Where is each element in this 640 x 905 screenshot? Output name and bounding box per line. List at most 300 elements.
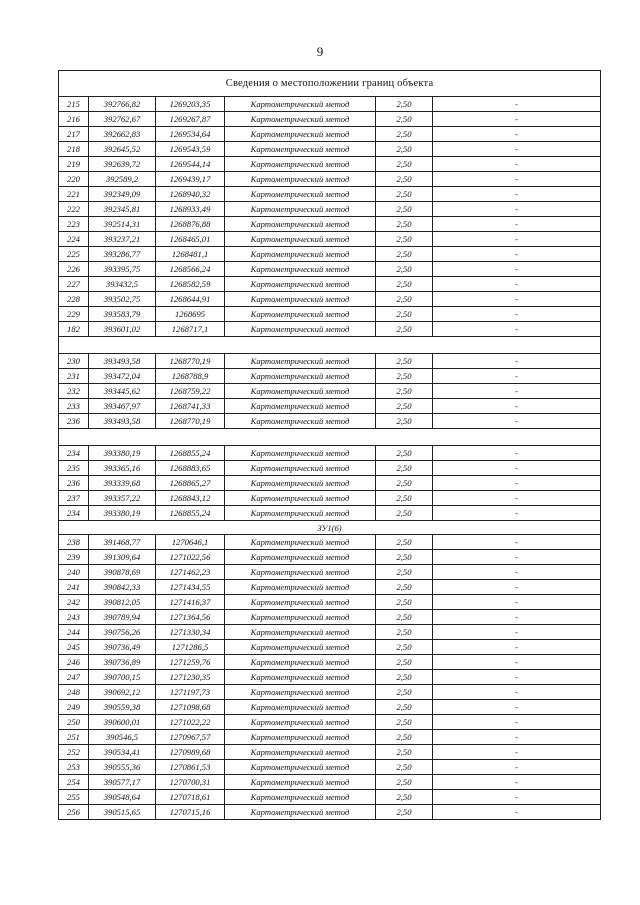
point-number-cell: 234 bbox=[59, 506, 89, 521]
table-row bbox=[59, 745, 601, 760]
accuracy-cell: 2,50 bbox=[376, 292, 433, 307]
table-row bbox=[59, 805, 601, 820]
method-cell: Картометрический метод bbox=[225, 354, 376, 369]
method-cell: Картометрический метод bbox=[225, 172, 376, 187]
point-number-cell: 256 bbox=[59, 805, 89, 820]
y-coordinate-cell: 1270989,68 bbox=[156, 745, 225, 760]
description-cell: - bbox=[433, 610, 601, 625]
accuracy-cell: 2,50 bbox=[376, 369, 433, 384]
y-coordinate-cell: 1268788,9 bbox=[156, 369, 225, 384]
point-number-cell: 249 bbox=[59, 700, 89, 715]
x-coordinate-cell: 393365,16 bbox=[89, 461, 156, 476]
method-cell: Картометрический метод bbox=[225, 262, 376, 277]
table-row bbox=[59, 292, 601, 307]
method-cell: Картометрический метод bbox=[225, 461, 376, 476]
accuracy-cell: 2,50 bbox=[376, 476, 433, 491]
x-coordinate-cell: 393395,75 bbox=[89, 262, 156, 277]
table-row bbox=[59, 446, 601, 461]
x-coordinate-cell: 390756,26 bbox=[89, 625, 156, 640]
accuracy-cell: 2,50 bbox=[376, 172, 433, 187]
description-cell: - bbox=[433, 506, 601, 521]
description-cell: - bbox=[433, 446, 601, 461]
table-row bbox=[59, 535, 601, 550]
method-cell: Картометрический метод bbox=[225, 670, 376, 685]
y-coordinate-cell: 1269534,64 bbox=[156, 127, 225, 142]
y-coordinate-cell: 1268940,32 bbox=[156, 187, 225, 202]
method-cell: Картометрический метод bbox=[225, 790, 376, 805]
method-cell: Картометрический метод bbox=[225, 399, 376, 414]
y-coordinate-cell: 1269203,35 bbox=[156, 97, 225, 112]
y-coordinate-cell: 1271230,35 bbox=[156, 670, 225, 685]
section-label bbox=[59, 337, 601, 354]
y-coordinate-cell: 1271330,34 bbox=[156, 625, 225, 640]
point-number-cell: 246 bbox=[59, 655, 89, 670]
y-coordinate-cell: 1268644,91 bbox=[156, 292, 225, 307]
table-row bbox=[59, 491, 601, 506]
accuracy-cell: 2,50 bbox=[376, 655, 433, 670]
y-coordinate-cell: 1268770,19 bbox=[156, 354, 225, 369]
method-cell: Картометрический метод bbox=[225, 610, 376, 625]
y-coordinate-cell: 1271434,55 bbox=[156, 580, 225, 595]
x-coordinate-cell: 393357,22 bbox=[89, 491, 156, 506]
accuracy-cell: 2,50 bbox=[376, 625, 433, 640]
description-cell: - bbox=[433, 142, 601, 157]
table-row bbox=[59, 595, 601, 610]
description-cell: - bbox=[433, 476, 601, 491]
accuracy-cell: 2,50 bbox=[376, 97, 433, 112]
y-coordinate-cell: 1271022,22 bbox=[156, 715, 225, 730]
x-coordinate-cell: 391309,64 bbox=[89, 550, 156, 565]
accuracy-cell: 2,50 bbox=[376, 715, 433, 730]
point-number-cell: 227 bbox=[59, 277, 89, 292]
y-coordinate-cell: 1268855,24 bbox=[156, 506, 225, 521]
table-row bbox=[59, 506, 601, 521]
accuracy-cell: 2,50 bbox=[376, 790, 433, 805]
point-number-cell: 216 bbox=[59, 112, 89, 127]
method-cell: Картометрический метод bbox=[225, 550, 376, 565]
section-row bbox=[59, 429, 601, 446]
description-cell: - bbox=[433, 595, 601, 610]
accuracy-cell: 2,50 bbox=[376, 580, 433, 595]
accuracy-cell: 2,50 bbox=[376, 187, 433, 202]
y-coordinate-cell: 1269543,59 bbox=[156, 142, 225, 157]
table-row bbox=[59, 354, 601, 369]
point-number-cell: 221 bbox=[59, 187, 89, 202]
point-number-cell: 225 bbox=[59, 247, 89, 262]
description-cell: - bbox=[433, 127, 601, 142]
table-row bbox=[59, 790, 601, 805]
description-cell: - bbox=[433, 399, 601, 414]
x-coordinate-cell: 390878,69 bbox=[89, 565, 156, 580]
boundary-coordinates-table bbox=[58, 70, 601, 820]
x-coordinate-cell: 393493,58 bbox=[89, 354, 156, 369]
x-coordinate-cell: 393467,97 bbox=[89, 399, 156, 414]
y-coordinate-cell: 1268770,19 bbox=[156, 414, 225, 429]
table-row bbox=[59, 307, 601, 322]
table-row bbox=[59, 322, 601, 337]
accuracy-cell: 2,50 bbox=[376, 247, 433, 262]
description-cell: - bbox=[433, 775, 601, 790]
method-cell: Картометрический метод bbox=[225, 112, 376, 127]
accuracy-cell: 2,50 bbox=[376, 685, 433, 700]
description-cell: - bbox=[433, 760, 601, 775]
y-coordinate-cell: 1268566,24 bbox=[156, 262, 225, 277]
point-number-cell: 253 bbox=[59, 760, 89, 775]
accuracy-cell: 2,50 bbox=[376, 730, 433, 745]
table-row bbox=[59, 232, 601, 247]
point-number-cell: 244 bbox=[59, 625, 89, 640]
point-number-cell: 255 bbox=[59, 790, 89, 805]
point-number-cell: 226 bbox=[59, 262, 89, 277]
y-coordinate-cell: 1268481,1 bbox=[156, 247, 225, 262]
method-cell: Картометрический метод bbox=[225, 535, 376, 550]
point-number-cell: 250 bbox=[59, 715, 89, 730]
point-number-cell: 234 bbox=[59, 446, 89, 461]
table-row bbox=[59, 112, 601, 127]
point-number-cell: 251 bbox=[59, 730, 89, 745]
x-coordinate-cell: 392349,09 bbox=[89, 187, 156, 202]
table-row bbox=[59, 715, 601, 730]
accuracy-cell: 2,50 bbox=[376, 384, 433, 399]
table-row bbox=[59, 217, 601, 232]
description-cell: - bbox=[433, 414, 601, 429]
x-coordinate-cell: 392345,81 bbox=[89, 202, 156, 217]
section-row bbox=[59, 337, 601, 354]
method-cell: Картометрический метод bbox=[225, 730, 376, 745]
table-row bbox=[59, 730, 601, 745]
accuracy-cell: 2,50 bbox=[376, 700, 433, 715]
method-cell: Картометрический метод bbox=[225, 506, 376, 521]
accuracy-cell: 2,50 bbox=[376, 745, 433, 760]
table-row bbox=[59, 550, 601, 565]
method-cell: Картометрический метод bbox=[225, 745, 376, 760]
method-cell: Картометрический метод bbox=[225, 446, 376, 461]
method-cell: Картометрический метод bbox=[225, 187, 376, 202]
accuracy-cell: 2,50 bbox=[376, 414, 433, 429]
x-coordinate-cell: 390548,64 bbox=[89, 790, 156, 805]
x-coordinate-cell: 390534,41 bbox=[89, 745, 156, 760]
y-coordinate-cell: 1271416,37 bbox=[156, 595, 225, 610]
table-body bbox=[59, 71, 601, 820]
y-coordinate-cell: 1271022,56 bbox=[156, 550, 225, 565]
table-row bbox=[59, 399, 601, 414]
y-coordinate-cell: 1269267,87 bbox=[156, 112, 225, 127]
method-cell: Картометрический метод bbox=[225, 476, 376, 491]
table-row bbox=[59, 625, 601, 640]
y-coordinate-cell: 1268759,22 bbox=[156, 384, 225, 399]
point-number-cell: 247 bbox=[59, 670, 89, 685]
description-cell: - bbox=[433, 307, 601, 322]
y-coordinate-cell: 1269439,17 bbox=[156, 172, 225, 187]
method-cell: Картометрический метод bbox=[225, 127, 376, 142]
accuracy-cell: 2,50 bbox=[376, 640, 433, 655]
method-cell: Картометрический метод bbox=[225, 322, 376, 337]
description-cell: - bbox=[433, 730, 601, 745]
method-cell: Картометрический метод bbox=[225, 217, 376, 232]
y-coordinate-cell: 1271462,23 bbox=[156, 565, 225, 580]
x-coordinate-cell: 393380,19 bbox=[89, 506, 156, 521]
table-row bbox=[59, 172, 601, 187]
y-coordinate-cell: 1268883,65 bbox=[156, 461, 225, 476]
description-cell: - bbox=[433, 670, 601, 685]
x-coordinate-cell: 390736,49 bbox=[89, 640, 156, 655]
point-number-cell: 231 bbox=[59, 369, 89, 384]
point-number-cell: 237 bbox=[59, 491, 89, 506]
description-cell: - bbox=[433, 277, 601, 292]
x-coordinate-cell: 393237,21 bbox=[89, 232, 156, 247]
table-row bbox=[59, 565, 601, 580]
method-cell: Картометрический метод bbox=[225, 715, 376, 730]
y-coordinate-cell: 1270646,1 bbox=[156, 535, 225, 550]
accuracy-cell: 2,50 bbox=[376, 307, 433, 322]
method-cell: Картометрический метод bbox=[225, 491, 376, 506]
description-cell: - bbox=[433, 790, 601, 805]
method-cell: Картометрический метод bbox=[225, 157, 376, 172]
description-cell: - bbox=[433, 354, 601, 369]
method-cell: Картометрический метод bbox=[225, 595, 376, 610]
description-cell: - bbox=[433, 535, 601, 550]
description-cell: - bbox=[433, 685, 601, 700]
point-number-cell: 232 bbox=[59, 384, 89, 399]
accuracy-cell: 2,50 bbox=[376, 112, 433, 127]
accuracy-cell: 2,50 bbox=[376, 550, 433, 565]
description-cell: - bbox=[433, 322, 601, 337]
table-row bbox=[59, 640, 601, 655]
y-coordinate-cell: 1268843,12 bbox=[156, 491, 225, 506]
accuracy-cell: 2,50 bbox=[376, 354, 433, 369]
table-row bbox=[59, 655, 601, 670]
table-row bbox=[59, 262, 601, 277]
description-cell: - bbox=[433, 491, 601, 506]
x-coordinate-cell: 392645,52 bbox=[89, 142, 156, 157]
point-number-cell: 215 bbox=[59, 97, 89, 112]
table-row bbox=[59, 127, 601, 142]
x-coordinate-cell: 390812,05 bbox=[89, 595, 156, 610]
section-label: ЗУ1(6) bbox=[59, 521, 601, 535]
method-cell: Картометрический метод bbox=[225, 369, 376, 384]
accuracy-cell: 2,50 bbox=[376, 399, 433, 414]
y-coordinate-cell: 1268865,27 bbox=[156, 476, 225, 491]
description-cell: - bbox=[433, 700, 601, 715]
y-coordinate-cell: 1271259,76 bbox=[156, 655, 225, 670]
method-cell: Картометрический метод bbox=[225, 414, 376, 429]
y-coordinate-cell: 1268465,01 bbox=[156, 232, 225, 247]
y-coordinate-cell: 1271286,5 bbox=[156, 640, 225, 655]
y-coordinate-cell: 1271098,68 bbox=[156, 700, 225, 715]
y-coordinate-cell: 1269544,14 bbox=[156, 157, 225, 172]
y-coordinate-cell: 1268933,49 bbox=[156, 202, 225, 217]
table-row bbox=[59, 277, 601, 292]
x-coordinate-cell: 392766,82 bbox=[89, 97, 156, 112]
method-cell: Картометрический метод bbox=[225, 307, 376, 322]
accuracy-cell: 2,50 bbox=[376, 322, 433, 337]
y-coordinate-cell: 1268695 bbox=[156, 307, 225, 322]
y-coordinate-cell: 1268582,59 bbox=[156, 277, 225, 292]
accuracy-cell: 2,50 bbox=[376, 535, 433, 550]
x-coordinate-cell: 391468,77 bbox=[89, 535, 156, 550]
table-row bbox=[59, 760, 601, 775]
description-cell: - bbox=[433, 172, 601, 187]
accuracy-cell: 2,50 bbox=[376, 232, 433, 247]
x-coordinate-cell: 390555,36 bbox=[89, 760, 156, 775]
point-number-cell: 220 bbox=[59, 172, 89, 187]
x-coordinate-cell: 390692,12 bbox=[89, 685, 156, 700]
x-coordinate-cell: 390600,01 bbox=[89, 715, 156, 730]
table-row bbox=[59, 610, 601, 625]
x-coordinate-cell: 392639,72 bbox=[89, 157, 156, 172]
y-coordinate-cell: 1270718,61 bbox=[156, 790, 225, 805]
x-coordinate-cell: 392514,31 bbox=[89, 217, 156, 232]
description-cell: - bbox=[433, 232, 601, 247]
description-cell: - bbox=[433, 292, 601, 307]
accuracy-cell: 2,50 bbox=[376, 142, 433, 157]
table-row bbox=[59, 476, 601, 491]
point-number-cell: 238 bbox=[59, 535, 89, 550]
description-cell: - bbox=[433, 461, 601, 476]
point-number-cell: 218 bbox=[59, 142, 89, 157]
table-row bbox=[59, 414, 601, 429]
x-coordinate-cell: 393583,79 bbox=[89, 307, 156, 322]
point-number-cell: 217 bbox=[59, 127, 89, 142]
y-coordinate-cell: 1270715,16 bbox=[156, 805, 225, 820]
point-number-cell: 239 bbox=[59, 550, 89, 565]
point-number-cell: 233 bbox=[59, 399, 89, 414]
section-row bbox=[59, 521, 601, 535]
point-number-cell: 236 bbox=[59, 476, 89, 491]
x-coordinate-cell: 393502,75 bbox=[89, 292, 156, 307]
description-cell: - bbox=[433, 112, 601, 127]
y-coordinate-cell: 1270861,53 bbox=[156, 760, 225, 775]
x-coordinate-cell: 392589,2 bbox=[89, 172, 156, 187]
x-coordinate-cell: 390789,94 bbox=[89, 610, 156, 625]
y-coordinate-cell: 1268717,1 bbox=[156, 322, 225, 337]
method-cell: Картометрический метод bbox=[225, 565, 376, 580]
method-cell: Картометрический метод bbox=[225, 142, 376, 157]
table-row bbox=[59, 157, 601, 172]
description-cell: - bbox=[433, 745, 601, 760]
page-number: 9 bbox=[316, 44, 324, 59]
accuracy-cell: 2,50 bbox=[376, 491, 433, 506]
accuracy-cell: 2,50 bbox=[376, 595, 433, 610]
point-number-cell: 229 bbox=[59, 307, 89, 322]
x-coordinate-cell: 390559,38 bbox=[89, 700, 156, 715]
y-coordinate-cell: 1270967,57 bbox=[156, 730, 225, 745]
description-cell: - bbox=[433, 655, 601, 670]
x-coordinate-cell: 392762,67 bbox=[89, 112, 156, 127]
x-coordinate-cell: 393339,68 bbox=[89, 476, 156, 491]
description-cell: - bbox=[433, 625, 601, 640]
point-number-cell: 241 bbox=[59, 580, 89, 595]
method-cell: Картометрический метод bbox=[225, 775, 376, 790]
table-row bbox=[59, 384, 601, 399]
description-cell: - bbox=[433, 262, 601, 277]
description-cell: - bbox=[433, 565, 601, 580]
table-title: Сведения о местоположении границ объекта bbox=[59, 71, 601, 97]
method-cell: Картометрический метод bbox=[225, 625, 376, 640]
x-coordinate-cell: 390842,33 bbox=[89, 580, 156, 595]
table-row bbox=[59, 202, 601, 217]
point-number-cell: 235 bbox=[59, 461, 89, 476]
accuracy-cell: 2,50 bbox=[376, 506, 433, 521]
table-row bbox=[59, 775, 601, 790]
method-cell: Картометрический метод bbox=[225, 292, 376, 307]
accuracy-cell: 2,50 bbox=[376, 461, 433, 476]
x-coordinate-cell: 393472,04 bbox=[89, 369, 156, 384]
y-coordinate-cell: 1268741,33 bbox=[156, 399, 225, 414]
point-number-cell: 252 bbox=[59, 745, 89, 760]
y-coordinate-cell: 1268876,88 bbox=[156, 217, 225, 232]
x-coordinate-cell: 390577,17 bbox=[89, 775, 156, 790]
accuracy-cell: 2,50 bbox=[376, 565, 433, 580]
x-coordinate-cell: 390700,15 bbox=[89, 670, 156, 685]
point-number-cell: 219 bbox=[59, 157, 89, 172]
accuracy-cell: 2,50 bbox=[376, 127, 433, 142]
method-cell: Картометрический метод bbox=[225, 685, 376, 700]
method-cell: Картометрический метод bbox=[225, 805, 376, 820]
x-coordinate-cell: 393445,62 bbox=[89, 384, 156, 399]
description-cell: - bbox=[433, 247, 601, 262]
x-coordinate-cell: 393432,5 bbox=[89, 277, 156, 292]
method-cell: Картометрический метод bbox=[225, 580, 376, 595]
point-number-cell: 240 bbox=[59, 565, 89, 580]
point-number-cell: 243 bbox=[59, 610, 89, 625]
description-cell: - bbox=[433, 640, 601, 655]
method-cell: Картометрический метод bbox=[225, 384, 376, 399]
y-coordinate-cell: 1271197,73 bbox=[156, 685, 225, 700]
x-coordinate-cell: 393380,19 bbox=[89, 446, 156, 461]
section-label bbox=[59, 429, 601, 446]
description-cell: - bbox=[433, 202, 601, 217]
table-row bbox=[59, 369, 601, 384]
point-number-cell: 230 bbox=[59, 354, 89, 369]
method-cell: Картометрический метод bbox=[225, 277, 376, 292]
method-cell: Картометрический метод bbox=[225, 700, 376, 715]
description-cell: - bbox=[433, 187, 601, 202]
description-cell: - bbox=[433, 369, 601, 384]
table-row bbox=[59, 187, 601, 202]
accuracy-cell: 2,50 bbox=[376, 277, 433, 292]
x-coordinate-cell: 393601,02 bbox=[89, 322, 156, 337]
method-cell: Картометрический метод bbox=[225, 232, 376, 247]
description-cell: - bbox=[433, 550, 601, 565]
x-coordinate-cell: 390515,65 bbox=[89, 805, 156, 820]
table-row bbox=[59, 700, 601, 715]
method-cell: Картометрический метод bbox=[225, 97, 376, 112]
point-number-cell: 245 bbox=[59, 640, 89, 655]
point-number-cell: 223 bbox=[59, 217, 89, 232]
y-coordinate-cell: 1268855,24 bbox=[156, 446, 225, 461]
accuracy-cell: 2,50 bbox=[376, 610, 433, 625]
description-cell: - bbox=[433, 97, 601, 112]
method-cell: Картометрический метод bbox=[225, 760, 376, 775]
method-cell: Картометрический метод bbox=[225, 655, 376, 670]
method-cell: Картометрический метод bbox=[225, 640, 376, 655]
point-number-cell: 254 bbox=[59, 775, 89, 790]
description-cell: - bbox=[433, 580, 601, 595]
x-coordinate-cell: 393493,58 bbox=[89, 414, 156, 429]
x-coordinate-cell: 390736,89 bbox=[89, 655, 156, 670]
description-cell: - bbox=[433, 217, 601, 232]
point-number-cell: 242 bbox=[59, 595, 89, 610]
description-cell: - bbox=[433, 715, 601, 730]
point-number-cell: 224 bbox=[59, 232, 89, 247]
table-row bbox=[59, 670, 601, 685]
method-cell: Картометрический метод bbox=[225, 202, 376, 217]
accuracy-cell: 2,50 bbox=[376, 775, 433, 790]
table-row bbox=[59, 142, 601, 157]
table-title-row bbox=[59, 71, 601, 97]
table-row bbox=[59, 97, 601, 112]
